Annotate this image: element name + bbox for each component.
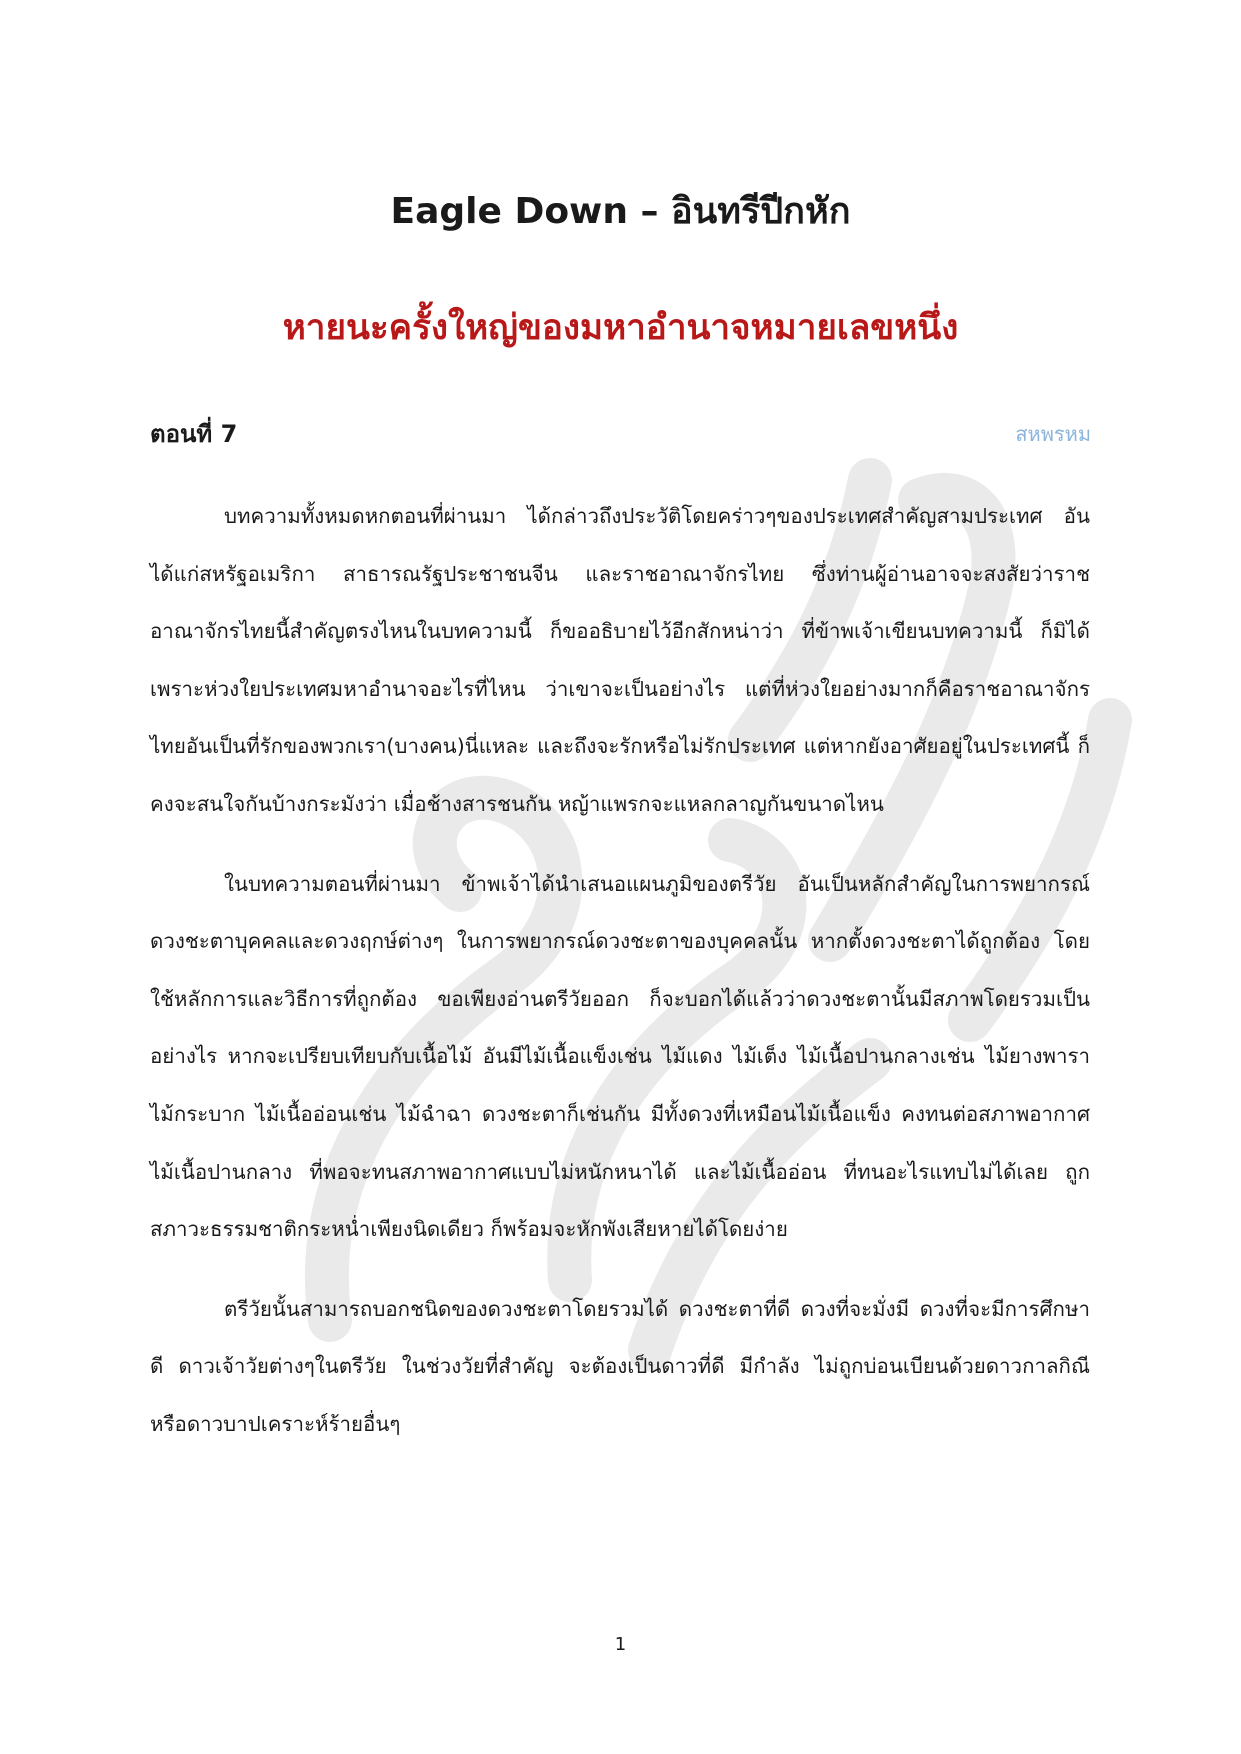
- paragraph: ในบทความตอนที่ผ่านมา ข้าพเจ้าได้นำเสนอแผนภูมิของตรีวัย อันเป็นหลักสำคัญในการพยากรณ์ดวงชะตาบุคคลและดวงฤกษ์ต่างๆ ในการพยากรณ์ดวงชะตาของบุคคลนั้น หากตั้งดวงชะตาได้ถูกต้อง โดยใช้หลักการและวิธีการที่ถูกต้อง ขอเพียงอ่านตรีวัยออก ก็จะบอกได้แล้วว่าดวงชะตานั้นมีสภาพโดยรวมเป็นอย่างไร หากจะเปรียบเทียบกับเนื้อไม้ อันมีไม้เนื้อแข็งเช่น ไม้แดง ไม้เต็ง ไม้เนื้อปานกลางเช่น ไม้ยางพารา ไม้กระบาก ไม้เนื้ออ่อนเช่น ไม้ฉำฉา ดวงชะตาก็เช่นกัน มีทั้งดวงที่เหมือนไม้เนื้อแข็ง คงทนต่อสภาพอากาศ ไม้เนื้อปานกลาง ที่พอจะทนสภาพอากาศแบบไม่หนักหนาได้ และไม้เนื้ออ่อน ที่ทนอะไรแทบไม่ได้เลย ถูกสภาวะธรรมชาติกระหน่ำเพียงนิดเดียว ก็พร้อมจะหักพังเสียหายได้โดยง่าย: [150, 871, 1090, 1242]
- paragraph: ตรีวัยนั้นสามารถบอกชนิดของดวงชะตาโดยรวมได้ ดวงชะตาที่ดี ดวงที่จะมั่งมี ดวงที่จะมีการศึกษาดี ดาวเจ้าวัยต่างๆในตรีวัย ในช่วงวัยที่สำคัญ จะต้องเป็นดาวที่ดี มีกำลัง ไม่ถูกบ่อนเบียนด้วยดาวกาลกิณี หรือดาวบาปเคราะห์ร้ายอื่นๆ: [150, 1296, 1090, 1436]
- document-subtitle: หายนะครั้งใหญ่ของมหาอำนาจหมายเลขหนึ่ง: [282, 308, 959, 348]
- article-body: [150, 488, 1090, 1476]
- paragraph: บทความทั้งหมดหกตอนที่ผ่านมา ได้กล่าวถึงประวัติโดยคร่าวๆของประเทศสำคัญสามประเทศ อันได้แก่สหรัฐอเมริกา สาธารณรัฐประชาชนจีน และราชอาณาจักรไทย ซึ่งท่านผู้อ่านอาจจะสงสัยว่าราชอาณาจักรไทยนี้สำคัญตรงไหนในบทความนี้ ก็ขออธิบายไว้อีกสักหน่าว่า ที่ข้าพเจ้าเขียนบทความนี้ ก็มิได้เพราะห่วงใยประเทศมหาอำนาจอะไรที่ไหน ว่าเขาจะเป็นอย่างไร แต่ที่ห่วงใยอย่างมากก็คือราชอาณาจักรไทยอันเป็นที่รักของพวกเรา(บางคน)นี่แหละ และถึงจะรักหรือไม่รักประเทศ แต่หากยังอาศัยอยู่ในประเทศนี้ ก็คงจะสนใจกันบ้างกระมังว่า เมื่อช้างสารชนกัน หญ้าแพรกจะแหลกลาญกันขนาดไหน: [150, 504, 1090, 816]
- page-number: 1: [614, 1634, 627, 1655]
- episode-label: ตอนที่ 7: [150, 420, 238, 448]
- document-title: Eagle Down – อินทรีปีกหัก: [390, 191, 851, 232]
- author-name: สหพรหม: [1015, 422, 1091, 446]
